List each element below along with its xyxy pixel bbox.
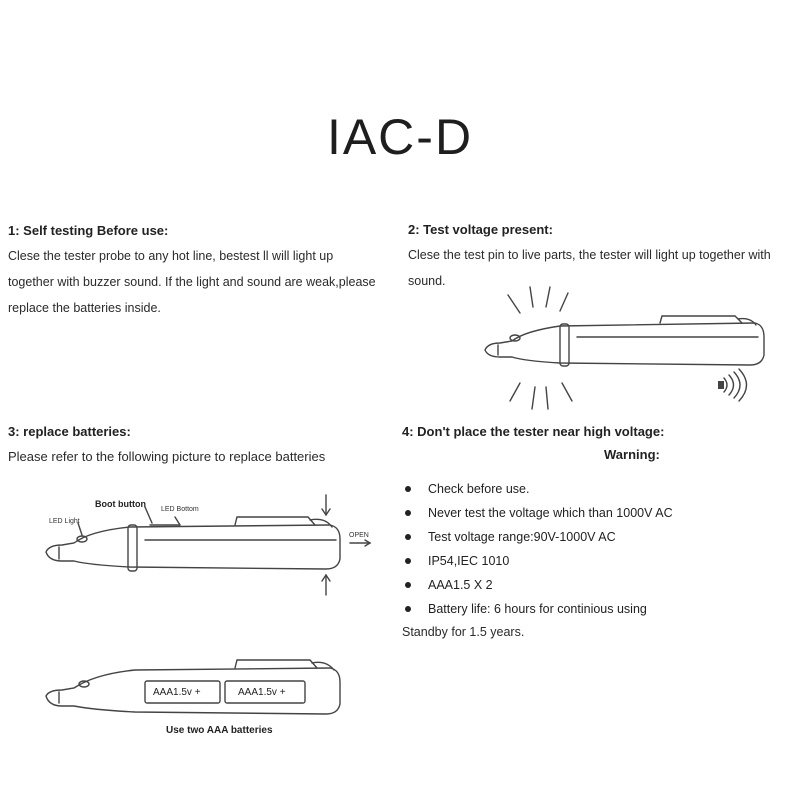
page-title: IAC-D — [326, 109, 474, 165]
battery-1 — [153, 687, 201, 698]
list-item — [402, 501, 673, 525]
list-item — [402, 549, 673, 573]
section1-text — [8, 243, 376, 321]
battery-1-plus: + — [194, 687, 201, 698]
warning-list — [402, 477, 673, 621]
bullet-icon — [405, 534, 411, 540]
section1-line: Clese the tester probe to any hot line, bestest ll will light up — [8, 249, 334, 263]
list-item-text: Battery life: 6 hours for continious using — [428, 602, 647, 616]
section2-line: Clese the test pin to live parts, the tester will light up together with — [408, 248, 771, 262]
list-item-text: Check before use. — [428, 482, 530, 496]
section1-line: together with buzzer sound. If the light and sound are weak,please — [8, 275, 376, 289]
battery-2-plus: + — [279, 687, 286, 698]
open-label: OPEN — [349, 532, 369, 539]
batteries-caption: Use two AAA batteries — [166, 725, 273, 736]
list-item — [402, 573, 673, 597]
section1-line: replace the batteries inside. — [8, 301, 161, 315]
list-item-text: IP54,IEC 1010 — [428, 554, 510, 568]
bullet-icon — [405, 606, 411, 612]
boot-button-label: Boot button — [95, 499, 146, 509]
battery-2 — [238, 687, 286, 698]
tester-open-illustration — [40, 495, 390, 595]
section2-line: sound. — [408, 274, 446, 288]
list-item — [402, 477, 673, 501]
section2-heading: 2: Test voltage present: — [408, 222, 553, 237]
battery-1-label: AAA1.5v — [153, 687, 192, 698]
bullet-icon — [405, 486, 411, 492]
list-item-text: AAA1.5 X 2 — [428, 578, 493, 592]
section4-heading: 4: Don't place the tester near high voltage: — [402, 424, 665, 439]
section1-heading: 1: Self testing Before use: — [8, 223, 169, 238]
section3-heading: 3: replace batteries: — [8, 424, 131, 439]
led-bottom-label: LED Bottom — [161, 506, 199, 513]
bullet-icon — [405, 558, 411, 564]
led-light-label: LED Light — [49, 518, 80, 525]
battery-2-label: AAA1.5v — [238, 687, 277, 698]
list-item-text: Never test the voltage which than 1000V AC — [428, 506, 673, 520]
list-item-text: Test voltage range:90V-1000V AC — [428, 530, 616, 544]
bullet-icon — [405, 510, 411, 516]
section3-text: Please refer to the following picture to replace batteries — [8, 449, 326, 464]
bullet-icon — [405, 582, 411, 588]
tester-live-illustration — [480, 285, 780, 415]
list-item — [402, 525, 673, 549]
standby-text: Standby for 1.5 years. — [402, 625, 525, 639]
warning-label: Warning: — [604, 447, 660, 462]
list-item — [402, 597, 673, 621]
